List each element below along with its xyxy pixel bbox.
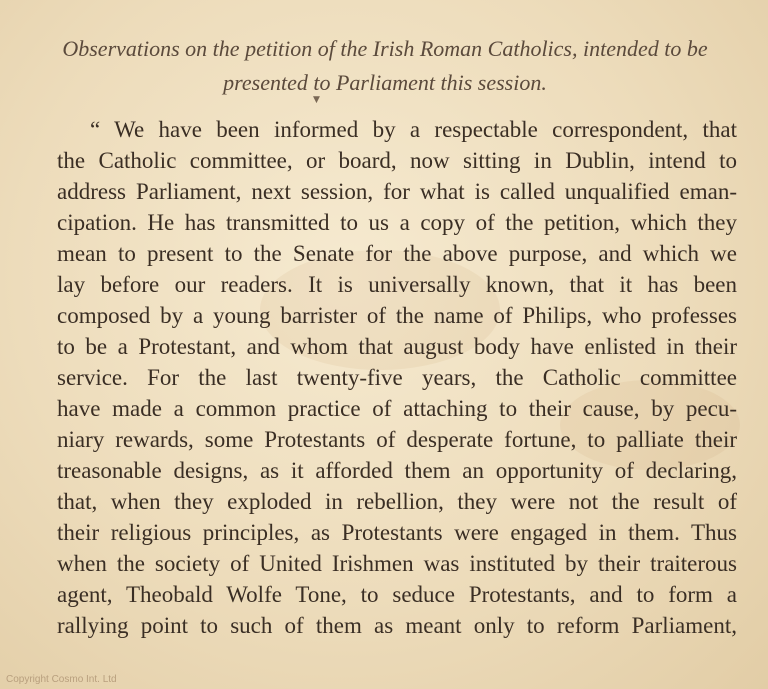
body-text-line: address Parliament, next session, for what is called unqualified eman- bbox=[57, 179, 737, 204]
body-text-line: “ We have been informed by a respectable correspondent, that bbox=[90, 117, 737, 142]
body-text-line: when the society of United Irishmen was instituted by their traiterous bbox=[57, 551, 737, 576]
body-text-line: composed by a young barrister of the name of Philips, who professes bbox=[57, 303, 737, 328]
body-text-line: the Catholic committee, or board, now sitting in Dublin, intend to bbox=[57, 148, 737, 173]
body-text-line: mean to present to the Senate for the above purpose, and which we bbox=[57, 241, 737, 266]
copyright-watermark: Copyright Cosmo Int. Ltd bbox=[6, 674, 117, 685]
body-text-line: agent, Theobald Wolfe Tone, to seduce Protestants, and to form a bbox=[57, 582, 737, 607]
body-text-line: treasonable designs, as it afforded them an opportunity of declaring, bbox=[57, 458, 737, 483]
body-text-line: their religious principles, as Protestants were engaged in them. Thus bbox=[57, 520, 737, 545]
body-text-line: service. For the last twenty-five years, the Catholic committee bbox=[57, 365, 737, 390]
body-text-line: have made a common practice of attaching to their cause, by pecu- bbox=[57, 396, 737, 421]
article-heading-line-2: presented to Parliament this session. bbox=[223, 70, 547, 95]
article-heading-line-1: Observations on the petition of the Irish Roman Catholics, intended to be bbox=[62, 36, 708, 61]
body-text-line: niary rewards, some Protestants of desperate fortune, to palliate their bbox=[57, 427, 737, 452]
body-text-line: cipation. He has transmitted to us a copy of the petition, which they bbox=[57, 210, 737, 235]
body-text-line: that, when they exploded in rebellion, they were not the result of bbox=[57, 489, 737, 514]
heading-ornament-icon: ▼ bbox=[313, 95, 320, 105]
body-text-line: to be a Protestant, and whom that august body have enlisted in their bbox=[57, 334, 737, 359]
body-text-line: rallying point to such of them as meant only to reform Parliament, bbox=[57, 613, 737, 638]
body-text-line: lay before our readers. It is universally known, that it has been bbox=[57, 272, 737, 297]
